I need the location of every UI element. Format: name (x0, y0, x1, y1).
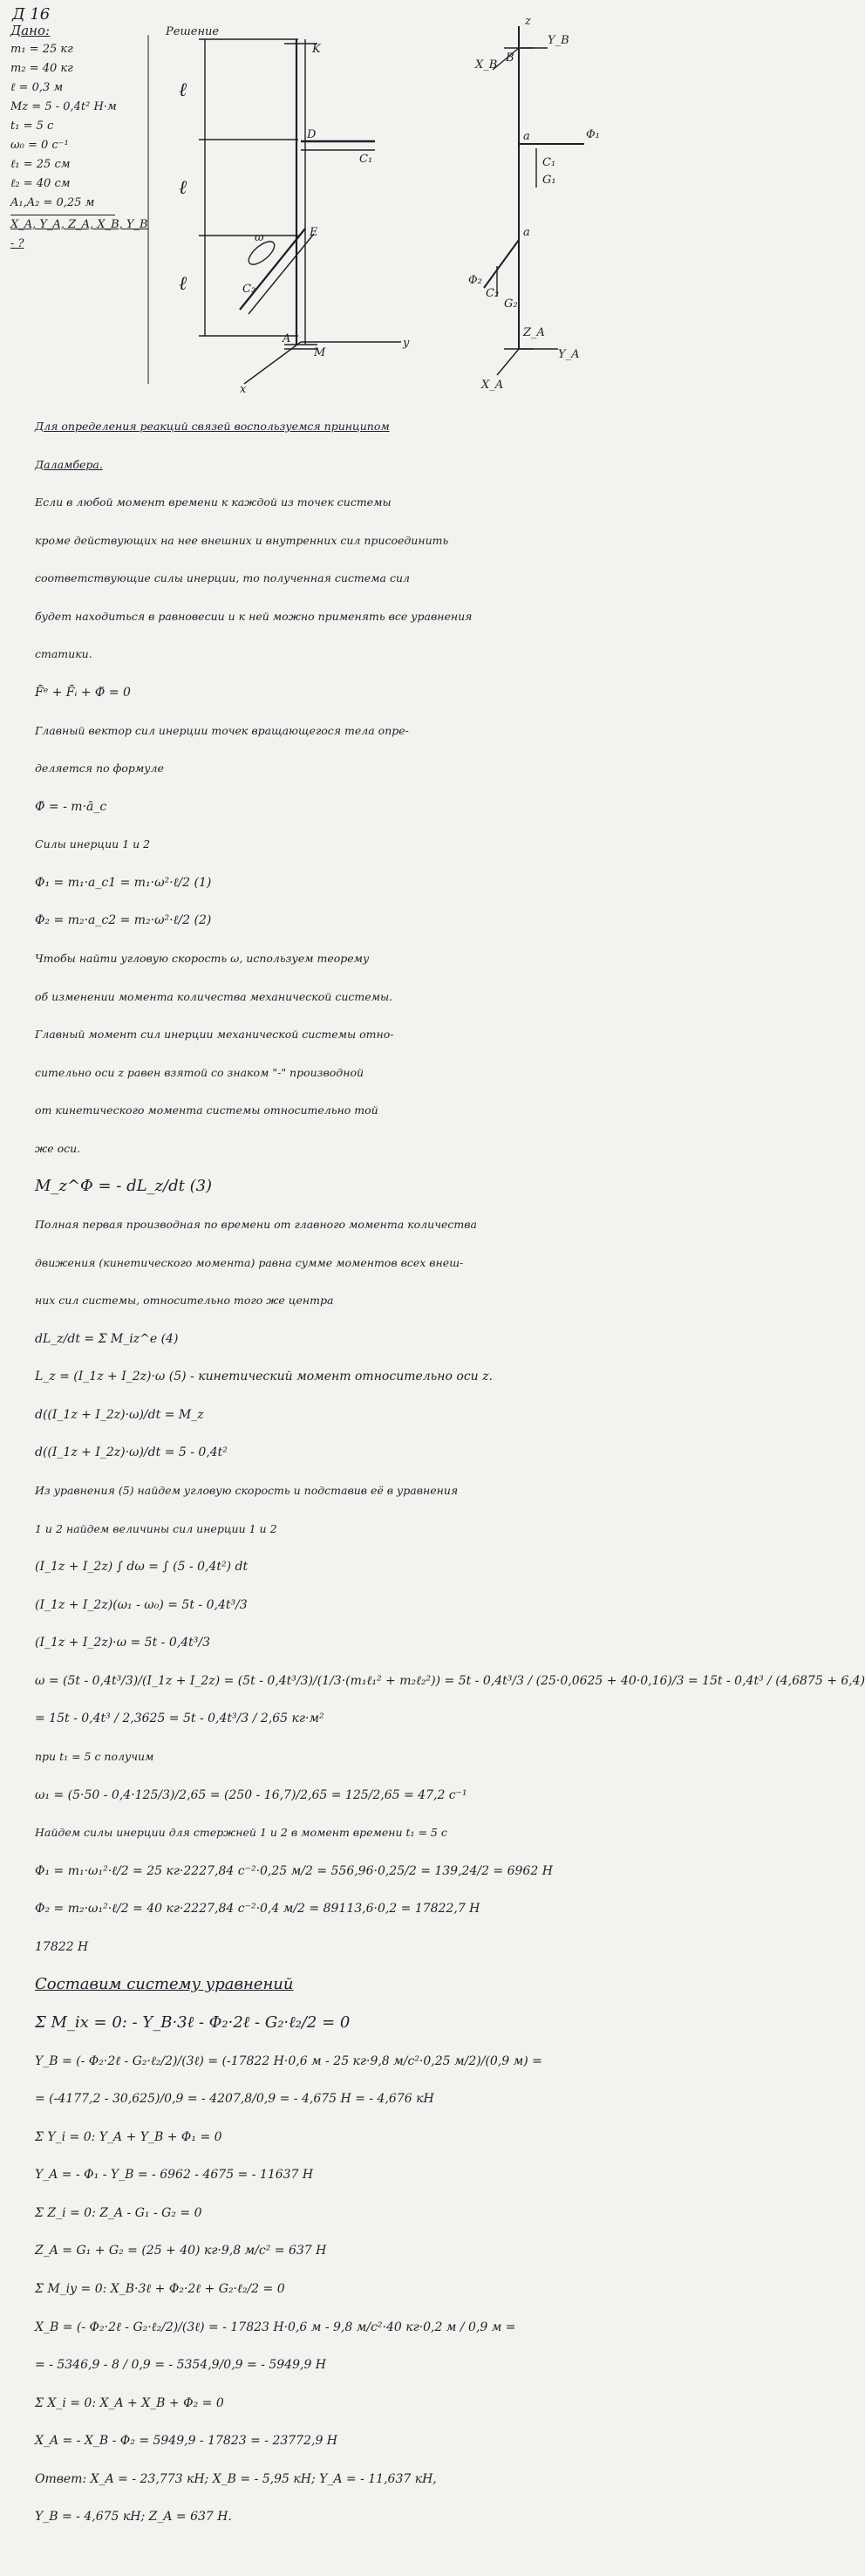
solution-line: Σ Z_i = 0: Z_A - G₁ - G₂ = 0 (35, 2206, 202, 2220)
solution-line: Z_A = G₁ + G₂ = (25 + 40) кг·9,8 м/с² = 637 Н (35, 2244, 327, 2258)
label-k: K (312, 43, 321, 56)
x-axis (244, 342, 301, 384)
given-item: t₁ = 5 с (10, 120, 54, 133)
given-item: Mz = 5 - 0,4t² Н·м (10, 100, 117, 113)
r-label-ya: Y_A (558, 348, 580, 361)
label-d: D (307, 128, 317, 141)
solution-line: d((I_1z + I_2z)·ω)/dt = 5 - 0,4t² (35, 1445, 228, 1459)
solution-line: X_A = - X_B - Φ₂ = 5949,9 - 17823 = - 23772,9 Н (35, 2434, 338, 2448)
label-x: x (240, 383, 247, 396)
solution-line: об изменении момента количества механической системы. (35, 990, 393, 1003)
solution-line: Σ M_iy = 0: X_B·3ℓ + Φ₂·2ℓ + G₂·ℓ₂/2 = 0 (35, 2282, 285, 2296)
given-item: ℓ₁ = 25 см (10, 158, 71, 171)
solution-line: Φ₁ = m₁·a_c1 = m₁·ω²·ℓ/2 (1) (35, 876, 212, 890)
solution-line: = - 5346,9 - 8 / 0,9 = - 5354,9/0,9 = - 5949,9 Н (35, 2358, 327, 2372)
solution-line: Σ Y_i = 0: Y_A + Y_B + Φ₁ = 0 (35, 2130, 222, 2144)
given-item: m₁ = 25 кг (10, 43, 73, 56)
solution-line: кроме действующих на нее внешних и внутренних сил присоединить (35, 534, 449, 547)
r-label-g1: G₁ (542, 174, 556, 187)
solution-line: Если в любой момент времени к каждой из точек системы (35, 495, 392, 509)
given-heading: Дано: (10, 23, 51, 38)
solution-line: Составим систему уравнений (35, 1975, 294, 1993)
given-item: ℓ = 0,3 м (10, 81, 64, 94)
given-item: ℓ₂ = 40 см (10, 177, 71, 190)
r-label-c1: C₁ (542, 156, 556, 169)
solution-line: Из уравнения (5) найдем угловую скорость и подставив её в уравнения (35, 1484, 459, 1497)
solution-line: = (-4177,2 - 30,625)/0,9 = - 4207,8/0,9 = - 4,675 Н = - 4,676 кН (35, 2092, 434, 2106)
solution-line: соответствующие силы инерции, то полученная система сил (35, 571, 410, 584)
solution-line: Даламбера. (35, 458, 103, 471)
solution-line: Главный вектор сил инерции точек вращающегося тела опре- (35, 724, 409, 737)
r-label-b: B (506, 51, 514, 65)
solution-line: Φ̄ = - m·ā_c (35, 800, 107, 814)
solution-line: Силы инерции 1 и 2 (35, 837, 151, 851)
rod-2 (240, 229, 305, 310)
left-title: Решение (166, 25, 220, 38)
diagrams (0, 0, 654, 410)
label-c2: C₂ (242, 283, 256, 296)
solution-line: сительно оси z равен взятой со знаком "-" производной (35, 1066, 364, 1079)
solution-line: Φ₁ = m₁·ω₁²·ℓ/2 = 25 кг·2227,84 с⁻²·0,25 м/2 = 556,96·0,25/2 = 139,24/2 = 6962 Н (35, 1864, 553, 1878)
r-label-yb: Y_B (548, 34, 569, 47)
solution-line: Σ M_ix = 0: - Y_B·3ℓ - Φ₂·2ℓ - G₂·ℓ₂/2 = 0 (35, 2013, 351, 2032)
solution-line: Полная первая производная по времени от главного момента количества (35, 1218, 477, 1231)
solution-line: Найдем силы инерции для стержней 1 и 2 в момент времени t₁ = 5 с (35, 1826, 447, 1839)
label-l2: ℓ (179, 177, 187, 199)
r-label-a2: a (523, 130, 530, 143)
r-label-c2: C₂ (486, 287, 500, 300)
rod-2-edge (249, 234, 314, 314)
label-a: A (283, 332, 291, 345)
solution-line: Φ₂ = m₂·ω₁²·ℓ/2 = 40 кг·2227,84 с⁻²·0,4 м/2 = 89113,6·0,2 = 17822,7 Н (35, 1902, 480, 1916)
solution-line: (I_1z + I_2z)(ω₁ - ω₀) = 5t - 0,4t³/3 (35, 1598, 248, 1612)
solution-line: статики. (35, 647, 92, 660)
given-item: ω₀ = 0 с⁻¹ (10, 139, 69, 152)
solution-line: Y_B = (- Φ₂·2ℓ - G₂·ℓ₂/2)/(3ℓ) = (-17822 Н·0,6 м - 25 кг·9,8 м/с²·0,25 м/2)/(0,9 м) = (35, 2054, 542, 2068)
solution-line: (I_1z + I_2z) ∫ dω = ∫ (5 - 0,4t²) dt (35, 1560, 249, 1574)
solution-line: = 15t - 0,4t³ / 2,3625 = 5t - 0,4t³/3 / 2,65 кг·м² (35, 1712, 324, 1725)
solution-line: Φ₂ = m₂·a_c2 = m₂·ω²·ℓ/2 (2) (35, 913, 212, 927)
page-number: Д 16 (12, 5, 51, 24)
solution-line: Σ X_i = 0: X_A + X_B + Φ₂ = 0 (35, 2396, 224, 2410)
r-label-g2: G₂ (504, 297, 518, 311)
solution-line: будет находиться в равновесии и к ней можно применять все уравнения (35, 610, 473, 623)
solution-line: 1 и 2 найдем величины сил инерции 1 и 2 (35, 1522, 277, 1535)
solution-line: X_B = (- Φ₂·2ℓ - G₂·ℓ₂/2)/(3ℓ) = - 17823 Н·0,6 м - 9,8 м/с²·40 кг·0,2 м / 0,9 м = (35, 2320, 516, 2334)
solution-line: Y_B = - 4,675 кН; Z_A = 637 Н. (35, 2510, 232, 2524)
label-omega: ω (255, 231, 264, 244)
solution-line: ω = (5t - 0,4t³/3)/(I_1z + I_2z) = (5t - 0,4t³/3)/(1/3·(m₁ℓ₁² + m₂ℓ₂²)) = 5t - 0,4t³/3 / (25·0,0625 + 40·0,16)/3 = 15t - 0,4t³ / (4,6875 + 6,4) (35, 1674, 865, 1688)
XA-arrow (497, 349, 519, 375)
given-item: A₁,A₂ = 0,25 м (10, 196, 95, 209)
solution-line: F̄ᵉ + F̄ᵢ + Φ̄ = 0 (35, 686, 131, 700)
solution-line: Y_A = - Φ₁ - Y_B = - 6962 - 4675 = - 11637 Н (35, 2168, 314, 2182)
label-c1: C₁ (359, 153, 373, 166)
solution-line: же оси. (35, 1142, 81, 1155)
label-l1: ℓ (179, 79, 187, 101)
label-e: E (310, 226, 318, 239)
solution-text (0, 410, 865, 2576)
solution-line: Главный момент сил инерции механической системы отно- (35, 1028, 394, 1041)
r-label-phi2: Φ₂ (468, 274, 482, 287)
r-label-xb: X_B (475, 58, 498, 72)
r-label-z: z (525, 15, 531, 28)
solution-line: (I_1z + I_2z)·ω = 5t - 0,4t³/3 (35, 1636, 210, 1650)
solution-line: Для определения реакций связей воспользуемся принципом (35, 420, 390, 433)
r-label-xa: X_A (481, 379, 504, 392)
label-m: M (314, 346, 326, 359)
solution-line: dL_z/dt = Σ M_iz^e (4) (35, 1332, 179, 1346)
solution-line: ω₁ = (5·50 - 0,4·125/3)/2,65 = (250 - 16,7)/2,65 = 125/2,65 = 47,2 с⁻¹ (35, 1788, 467, 1802)
right-rod-2 (484, 240, 519, 288)
solution-line: L_z = (I_1z + I_2z)·ω (5) - кинетический момент относительно оси z. (35, 1370, 493, 1384)
solution-line: d((I_1z + I_2z)·ω)/dt = M_z (35, 1408, 204, 1422)
r-label-a: a (523, 226, 530, 239)
r-label-za: Z_A (523, 326, 545, 339)
given-item: m₂ = 40 кг (10, 62, 73, 75)
r-label-phi1: Φ₁ (586, 128, 600, 141)
solution-line: Чтобы найти угловую скорость ω, используем теорему (35, 952, 370, 965)
solution-line: Ответ: X_A = - 23,773 кН; X_B = - 5,95 кН; Y_A = - 11,637 кН, (35, 2472, 437, 2486)
solution-line: деляется по формуле (35, 762, 164, 775)
solution-line: движения (кинетического момента) равна сумме моментов всех внеш- (35, 1256, 464, 1269)
given-find: X_A, Y_A, Z_A, X_B, Y_B - ? (10, 218, 148, 250)
label-l3: ℓ (179, 273, 187, 295)
solution-line: от кинетического момента системы относительно той (35, 1104, 378, 1117)
solution-line: них сил системы, относительно того же центра (35, 1294, 334, 1307)
solution-line: 17822 Н (35, 1940, 89, 1954)
label-y: y (403, 337, 410, 350)
solution-line: при t₁ = 5 с получим (35, 1750, 154, 1763)
solution-line: M_z^Φ = - dL_z/dt (3) (35, 1177, 213, 1195)
